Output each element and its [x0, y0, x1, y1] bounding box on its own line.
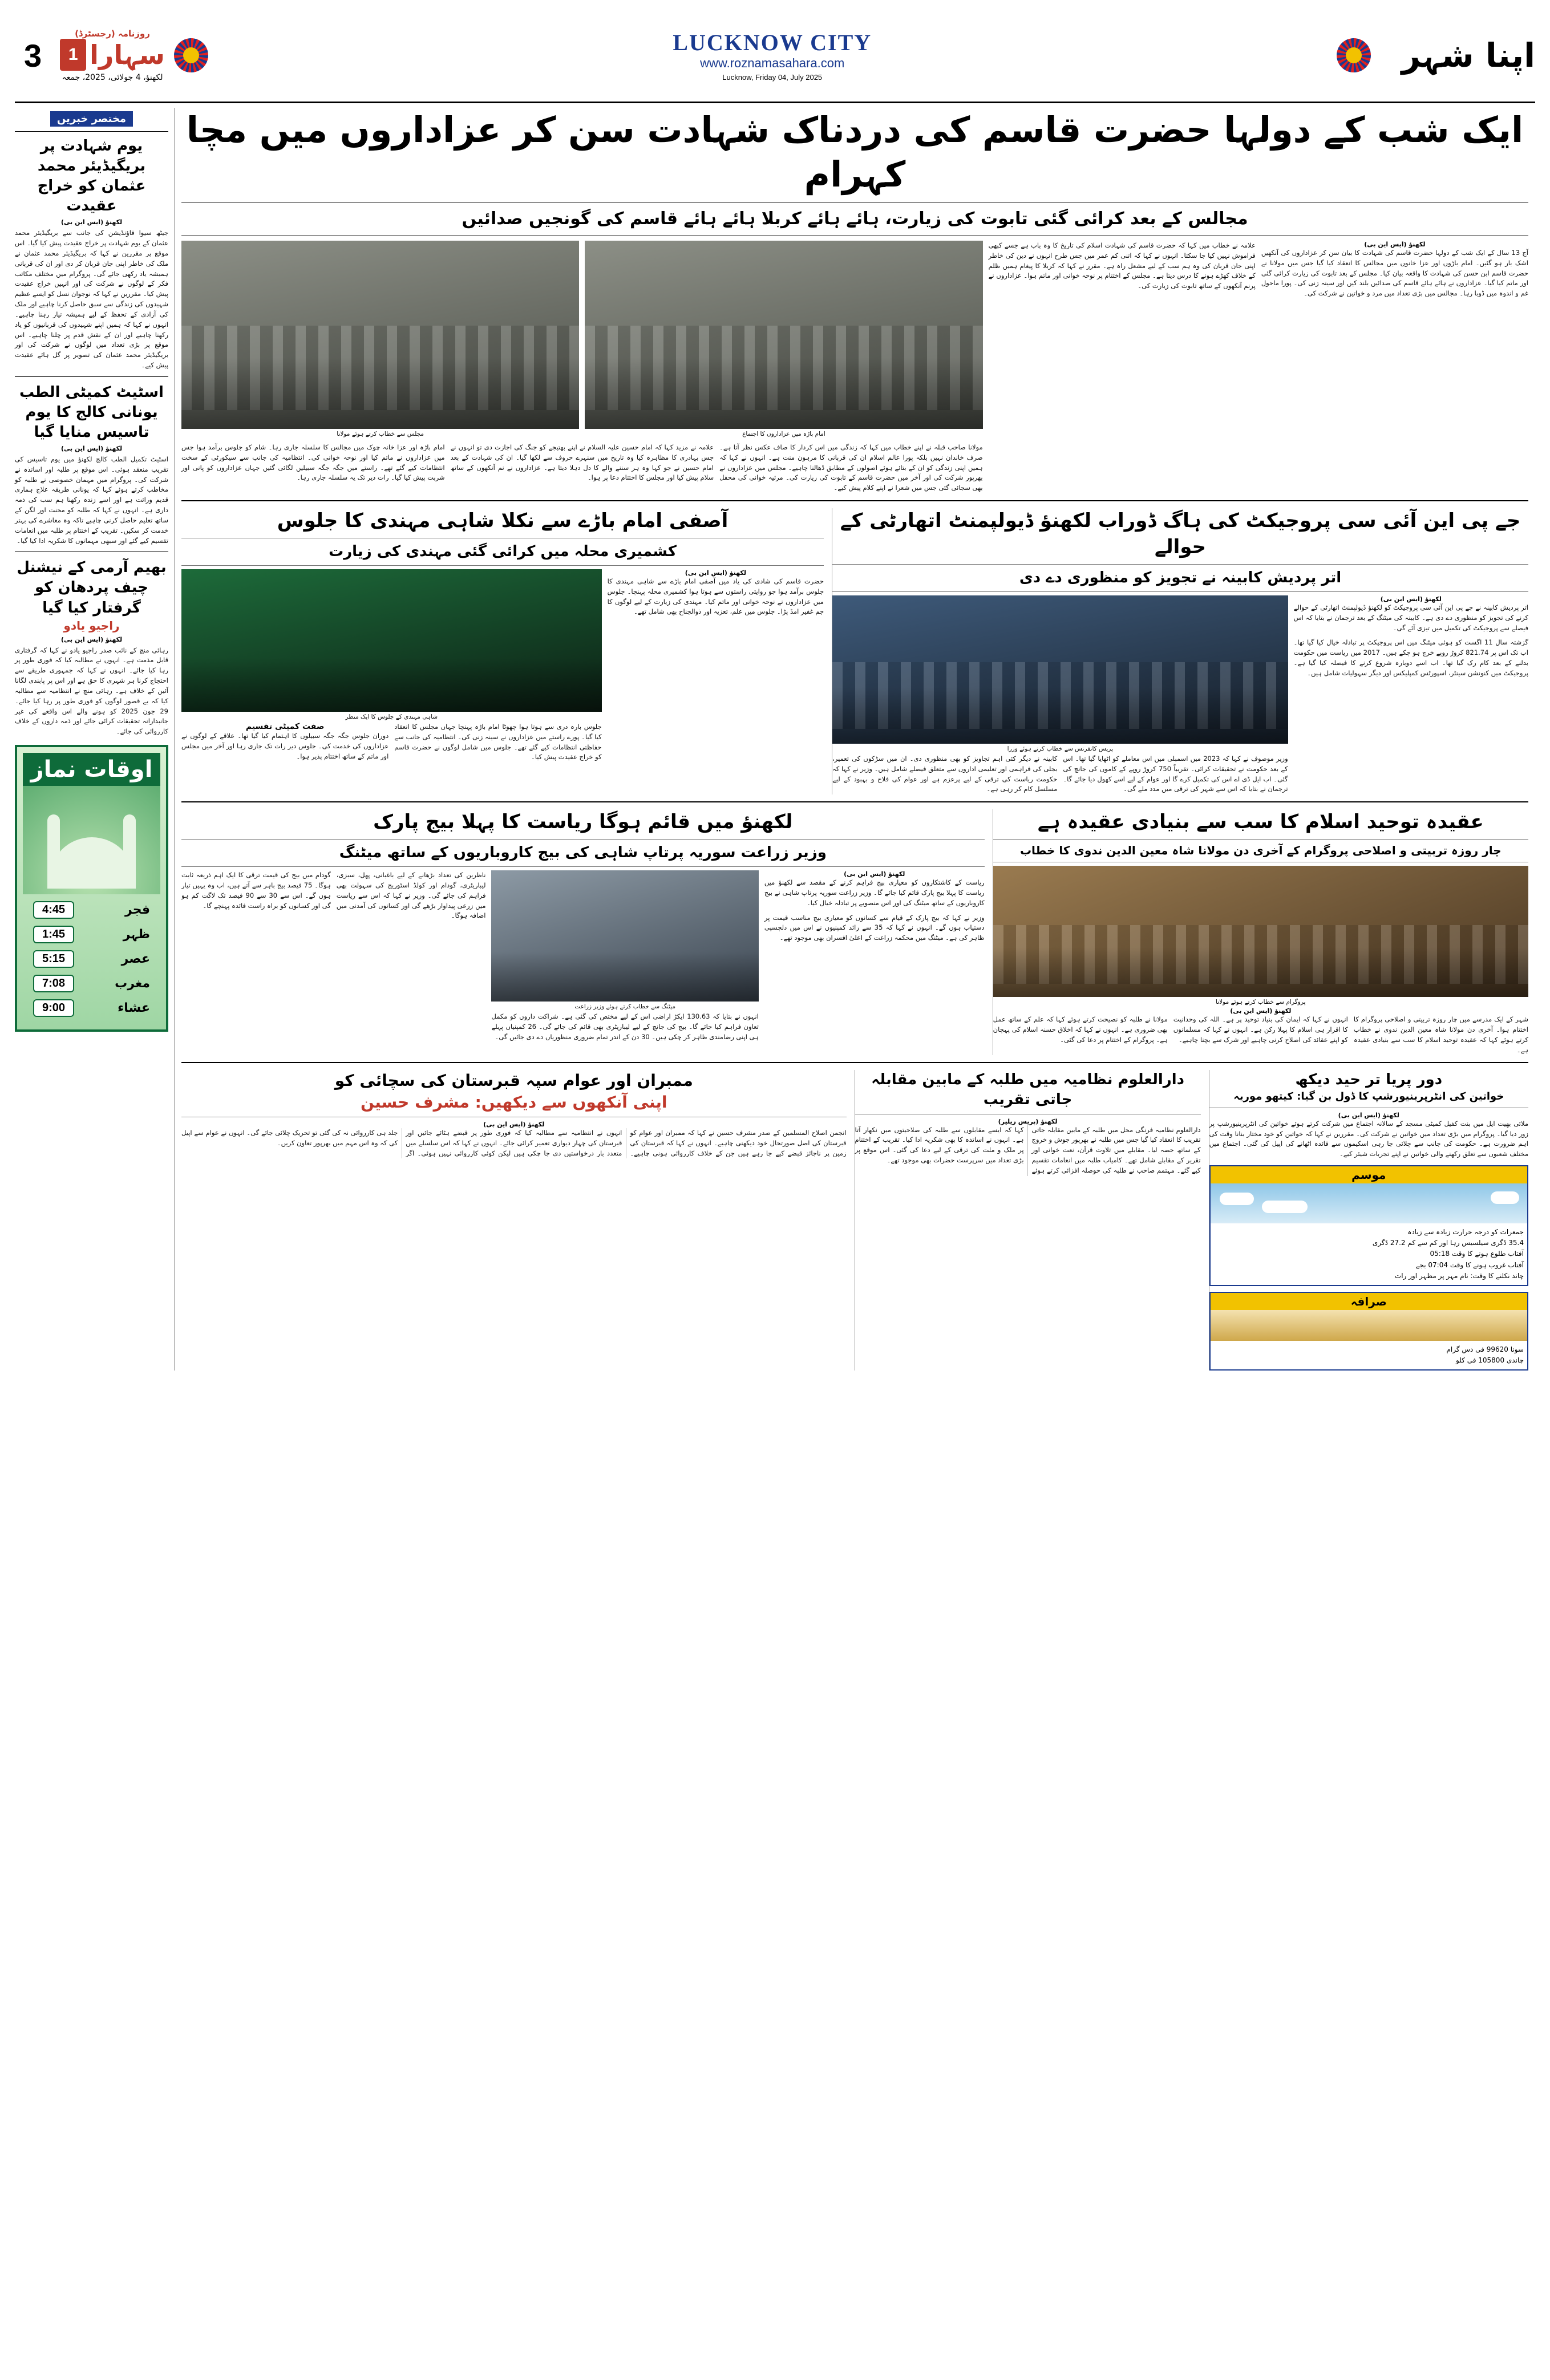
park-headline[interactable]: لکھنؤ میں قائم ہوگا ریاست کا پہلا بیج پارک: [373, 810, 793, 834]
mehndi-col-0: حضرت قاسم کی شادی کی یاد میں آصفی امام باڑے سے شاہی مہندی کا جلوس برآمد ہوا جو روایتی راستوں سے ہوتا ہوا کشمیری محلہ پہنچا۔ جلوس میں عزاداروں نے نوحہ خوانی اور ماتم کیا۔ مہندی کی زیارت کے لیے لوگوں کا جم غفیر امڈ پڑا۔ جلوس میں علم، تعزیہ اور ذوالجناح بھی شامل تھے۔: [607, 577, 824, 616]
prayer-times-box: [15, 745, 168, 1032]
jpnic-col-1: گزشتہ سال 11 اگست کو ہوئی میٹنگ میں اس پروجیکٹ پر تبادلہ خیال کیا گیا تھا۔ اب تک اس پر 821.74 کروڑ روپے خرچ ہو چکے ہیں۔ 2017 میں ریاست میں حکومت بدلنے کے بعد کام رک گیا تھا۔ اب اسے دوبارہ شروع کرنے کا فیصلہ کیا گیا ہے۔ پروجیکٹ میں کنونشن سینٹر، اسپورٹس کمپلیکس اور دیگر سہولیات شامل ہیں۔: [1293, 638, 1528, 677]
lead-story: [181, 108, 1528, 493]
mehndi-col-2: دوران جلوس جگہ جگہ سبیلوں کا اہتمام کیا گیا تھا۔ علاقے کے لوگوں نے عزاداروں کی خدمت کی۔ جلوس دیر رات تک جاری رہا اور آخر میں مجلس اور ماتم کے ساتھ اختتام پذیر ہوا۔: [181, 732, 389, 760]
rosette-ornament-right: [1337, 38, 1371, 72]
darululoom-headline[interactable]: دارالعلوم نظامیہ میں طلبہ کے مابین مقابلہ جاتی تقریب: [871, 1071, 1184, 1109]
story-darululoom: [855, 1070, 1201, 1371]
weather-box: [1209, 1165, 1528, 1286]
story-jpnic: [832, 508, 1528, 794]
aqeeda-subhead: چار روزہ تربیتی و اصلاحی پروگرام کے آخری دن مولانا شاہ معین الدین ندوی کا خطاب: [1019, 844, 1502, 858]
sidebar-item-2-text: رہائی منچ کے نائب صدر راجیو یادو نے کہا کہ گرفتاری قابل مذمت ہے۔ انہوں نے مطالبہ کیا کہ فوری طور پر رہا کیا جائے۔ انہوں نے کہا کہ جمہوری طریقے سے احتجاج کرنا ہر شہری کا حق ہے اور اس پر پابندی لگانا آئین کے خلاف ہے۔ رہائی منچ نے انتظامیہ سے مطالبہ کیا کہ بے قصور لوگوں کو فوری طور پر رہا کیا جائے۔ 29 جون 2025 کو ہونے والے اس واقعے کی غیر جانبدارانہ تحقیقات کرائی جائے اور ذمہ داروں کے خلاف کارروائی کی جائے۔: [15, 646, 168, 736]
mehndi-photo-caption: شاہی مہندی کے جلوس کا ایک منظر: [345, 713, 438, 721]
jpnic-headline[interactable]: جے پی این آئی سی پروجیکٹ کی ہاگ ڈوراب لکھنؤ ڈیولپمنٹ اتھارٹی کے حوالے: [840, 509, 1521, 558]
sidebar-brief-news: [15, 108, 175, 1371]
prayer-row: [33, 901, 150, 919]
prayer-row: [33, 926, 150, 943]
jpnic-byline: لکھنؤ (ایس این بی): [1380, 595, 1442, 603]
sidebar-item-0-byline: لکھنؤ (ایس این بی): [60, 218, 123, 226]
qabristan-byline: لکھنؤ (ایس این بی): [483, 1120, 545, 1128]
lead-col-3: علامہ نے مزید کہا کہ امام حسین علیہ السلام نے اپنے بھتیجے کو جنگ کی اجازت دی تو انہوں نے جس بہادری کا مظاہرہ کیا وہ تاریخ میں سنہرے حروف سے لکھا گیا۔ ان کی شہادت کے بعد امام حسین نے جو کہا وہ ہر سننے والے کا دل دہلا دیتا ہے۔ عزاداروں نے نم آنکھوں کے ساتھ سلام پیش کیا اور مجلس کا اختتام دعا پر ہوا۔: [450, 443, 714, 482]
sidebar-item-2-headline[interactable]: بھیم آرمی کے نیشنل چیف پردھان کو گرفتار کیا گیا: [17, 559, 167, 617]
row-two: [181, 508, 1528, 794]
park-col-1: وزیر نے کہا کہ بیج پارک کے قیام سے کسانوں کو معیاری بیج مناسب قیمت پر دستیاب ہوں گے۔ انہوں نے کہا کہ 35 سے زائد کمپنیوں نے اس میں دلچسپی ظاہر کی ہے۔ میٹنگ میں محکمہ زراعت کے اعلیٰ افسران بھی موجود تھے۔: [764, 913, 985, 942]
weather-title: موسم: [1211, 1166, 1527, 1183]
masthead-center: [208, 29, 1337, 82]
mehndi-photo: [181, 569, 602, 712]
aqeeda-photo: [993, 866, 1528, 997]
city-title: LUCKNOW CITY: [673, 30, 872, 55]
story-mehndi: [181, 508, 824, 794]
aqeeda-headline[interactable]: عقیدہ توحید اسلام کا سب سے بنیادی عقیدہ ہے: [1037, 810, 1484, 834]
park-col-3: ناظرین کی تعداد بڑھانے کے لیے باغبانی، پھل، سبزی، لیباریٹری، گودام اور کولڈ اسٹوریج کی سہولت بھی فراہم کی جائے گی۔ وزیر نے کہا کہ اس سے ریاست میں زرعی پیداوار بڑھے گی اور کسانوں کی آمدنی میں اضافہ ہوگا۔: [336, 871, 486, 920]
prayer-time-zuhr: 1:45: [33, 926, 74, 943]
mehndi-byline: لکھنؤ (ایس این بی): [685, 569, 746, 577]
mehndi-col-1: جلوس بارہ دری سے ہوتا ہوا چھوٹا امام باڑہ پہنچا جہاں مجلس کا انعقاد کیا گیا۔ پورے راستے میں عزاداروں نے سینہ زنی کی۔ انتظامیہ کی جانب سے حفاظتی انتظامات کیے گئے تھے۔ جلوس میں شامل لوگوں نے حضرت قاسم کو خراج عقیدت پیش کیا۔: [394, 723, 602, 761]
prayer-time-asr: 5:15: [33, 950, 74, 968]
lead-photo-left-caption: مجلس سے خطاب کرتے ہوئے مولانا: [337, 431, 424, 437]
jpnic-col-2: وزیر موصوف نے کہا کہ 2023 میں اسمبلی میں اس معاملے کو اٹھایا گیا تھا۔ اس کے بعد حکومت نے تحقیقات کرائی۔ تقریباً 750 کروڑ روپے کے کاموں کی جانچ کی گئی۔ اب ایل ڈی اے اس کی تکمیل کرے گا اور عوام کے لیے اسے کھول دیا جائے گا۔ ترجمان نے بتایا کہ اس سے شہر کی ترقی میں مدد ملے گی۔: [1063, 754, 1288, 793]
prayer-name-isha: عشاء: [118, 1000, 150, 1015]
sidebar-item-1-headline[interactable]: اسٹیٹ کمیٹی الطب یونانی کالج کا یوم تاسیس منایا گیا: [19, 383, 164, 441]
lead-headline[interactable]: ایک شب کے دولہا حضرت قاسم کی دردناک شہادت سن کر عزاداروں میں مچا کہرام: [186, 109, 1524, 195]
masthead: [15, 13, 1535, 103]
story-qabristan: [181, 1070, 847, 1371]
park-photo-caption: میٹنگ سے خطاب کرتے ہوئے وزیر زراعت: [574, 1003, 676, 1011]
lead-col-2: مولانا صاحب قبلہ نے اپنے خطاب میں کہا کہ زندگی میں اس کردار کا صاف عکس نظر آتا ہے۔ صرف خاندان نہیں بلکہ پورا عالم اسلام ان کی قربانی کا مرہون منت ہے۔ انہوں نے کہا کہ ہمیں اپنی زندگی کو ان کے بتائے ہوئے اصولوں کے مطابق ڈھالنا چاہیے۔ مجلس میں عزاداروں نے بھرپور شرکت کی اور آخر میں حضرت قاسم کے تابوت کی زیارت کی۔ مرثیہ خوانی کی محفل بھی سجائی گئی جس میں شعرا نے اپنے کلام پیش کیے۔: [719, 443, 983, 492]
sidebar-item-2-byline: لکھنؤ (ایس این بی): [60, 635, 123, 643]
weather-illustration: [1211, 1183, 1527, 1223]
weather-line-0: جمعرات کو درجہ حرارت زیادہ سے زیادہ: [1407, 1227, 1524, 1236]
mehndi-headline[interactable]: آصفی امام باڑے سے نکلا شاہی مہندی کا جلوس: [277, 509, 729, 533]
aqeeda-col-1: انہوں نے کہا کہ ایمان کی بنیاد توحید پر ہے۔ اللہ کی وحدانیت کا اقرار ہی اسلام کا پہلا رکن ہے۔ انہوں نے کہا کہ مسلمانوں کو اپنے عقائد کی اصلاح کرنی چاہیے اور شرک سے بچنا چاہیے۔: [1173, 1015, 1348, 1044]
lead-byline: لکھنؤ (ایس این بی): [1364, 241, 1426, 248]
park-col-4: گودام میں بیج کی قیمت ترقی کا ایک اہم ذریعہ ثابت ہوگا۔ 75 فیصد بیج باہر سے آتے ہیں، اب وہ یہیں تیار ہوں گے۔ اس سے 30 سے 90 فیصد تک لاگت کم ہو گی اور کسانوں کو براہ راست فائدہ پہنچے گا۔: [181, 871, 331, 910]
gold-line-1: چاندی 105800 فی کلو: [1456, 1356, 1524, 1365]
qabristan-headline[interactable]: ممبران اور عوام سپہ قبرستان کی سچائی کو: [334, 1071, 693, 1090]
park-photo: [491, 870, 758, 1002]
park-col-0: ریاست کے کاشتکاروں کو معیاری بیج فراہم کرنے کے مقصد سے لکھنؤ میں ریاست کا پہلا بیج پارک قائم کیا جائے گا۔ وزیر زراعت سوریہ پرتاپ شاہی نے بیج کاروباریوں کے ساتھ میٹنگ کی اور اس منصوبے پر تبادلہ خیال کیا۔: [764, 878, 985, 907]
sidebar-item-0-headline[interactable]: یوم شہادت پر بریگیڈیئر محمد عثمان کو خراج عقیدت: [37, 137, 146, 215]
mosque-illustration: [23, 786, 160, 894]
row-four: [181, 1070, 1528, 1371]
jpnic-photo: [832, 595, 1288, 744]
weather-line-4: چاند نکلنے کا وقت: نام مہر پر مظہر اور رات: [1394, 1271, 1524, 1280]
mehndi-subhead: کشمیری محلہ میں کرائی گئی مہندی کی زیارت: [329, 542, 677, 560]
lead-subhead: مجالس کے بعد کرائی گئی تابوت کی زیارت، ہائے ہائے کربلا ہائے ہائے قاسم کی گونجیں صدائیں: [462, 209, 1248, 229]
issue-date: Lucknow, Friday 04, July 2025: [722, 73, 823, 82]
masjid-headline[interactable]: دور پریا تر حید دیکھ: [1295, 1071, 1443, 1089]
qabristan-text: انجمن اصلاح المسلمین کے صدر مشرف حسین نے کہا کہ ممبران اور عوام کو قبرستان کی اصل صورتحال خود دیکھنی چاہیے۔ انہوں نے کہا کہ قبرستان کی زمین پر ناجائز قبضے کیے جا رہے ہیں جن کے خلاف کارروائی ہونی چاہیے۔ انہوں نے انتظامیہ سے مطالبہ کیا کہ فوری طور پر قبضے ہٹائے جائیں اور قبرستان کی چہار دیواری تعمیر کرائی جائے۔ انہوں نے کہا کہ اس سلسلے میں متعدد بار درخواستیں دی جا چکی ہیں لیکن کوئی کارروائی نہیں ہوئی۔ اگر جلد ہی کارروائی نہ کی گئی تو تحریک چلائی جائے گی۔ انہوں نے عوام سے اپیل کی کہ وہ اس مہم میں بھرپور تعاون کریں۔: [181, 1128, 847, 1157]
aqeeda-col-0: شہر کے ایک مدرسے میں چار روزہ تربیتی و اصلاحی پروگرام کا اختتام ہوا۔ آخری دن مولانا شاہ معین الدین ندوی نے خطاب کرتے ہوئے کہا کہ عقیدہ توحید اسلام کا سب سے بنیادی عقیدہ ہے۔: [1353, 1015, 1528, 1054]
prayer-row: [33, 999, 150, 1017]
masthead-left: [15, 29, 208, 82]
page-number: 3: [24, 37, 42, 74]
logo-name: سہارا: [90, 39, 165, 70]
masjid-subhead: خواتین کی انٹرپرینیورشپ کا ڈول بن گیا: کیتھو موریہ: [1233, 1090, 1504, 1103]
publication-logo: [60, 29, 165, 82]
prayer-row: [33, 975, 150, 992]
aqeeda-byline: لکھنؤ (ایس این بی): [1230, 1007, 1292, 1015]
story-seed-park: [181, 809, 985, 1055]
gold-illustration: [1211, 1310, 1527, 1341]
qabristan-headline-red: اپنی آنکھوں سے دیکھیں: مشرف حسین: [361, 1093, 667, 1112]
prayer-name-asr: عصر: [121, 951, 150, 966]
prayer-time-maghrib: 7:08: [33, 975, 74, 992]
lead-col-0: آج 13 سال کے ایک شب کے دولہا حضرت قاسم کی شہادت کا بیان سن کر عزاداروں کی آنکھیں اشک بار ہو گئیں۔ امام باڑوں اور عزا خانوں میں مجالس کا انعقاد کیا گیا جس میں مولانا نے حضرت قاسم ابن حسن کی شہادت کا واقعہ بیان کیا۔ مجلس کے بعد تابوت کی زیارت کرائی گئی اور ماتم کیا گیا۔ عزاداروں نے ہائے ہائے قاسم کی صدائیں بلند کیں اور سینہ زنی کی۔ پورا ماحول غم و اندوہ میں ڈوبا رہا۔ مجالس میں بڑی تعداد میں مرد و خواتین نے شرکت کی۔: [1261, 249, 1528, 298]
sidebar-tag: مختصر خبریں: [50, 111, 133, 127]
gold-rates-box: [1209, 1292, 1528, 1371]
page-body: [15, 108, 1535, 1371]
park-col-2: انہوں نے بتایا کہ 130.63 ایکڑ اراضی اس کے لیے مختص کی گئی ہے۔ شراکت داروں کو مکمل تعاون فراہم کیا جائے گا۔ بیج کی جانچ کے لیے لیباریٹری بھی قائم کی جائے گی۔ 26 کمپنیاں پہلے ہی اپنی رضامندی ظاہر کر چکی ہیں۔ 30 دن کے اندر تمام ضروری منظوریاں دے دی جائیں گی۔: [491, 1012, 759, 1041]
lead-photo-left: [181, 241, 579, 429]
sidebar-item-1-byline: لکھنؤ (ایس این بی): [60, 445, 123, 453]
darululoom-text: دارالعلوم نظامیہ فرنگی محل میں طلبہ کے مابین مقابلہ جاتی تقریب کا انعقاد کیا گیا جس میں طلبہ نے بھرپور جوش و خروج کے ساتھ حصہ لیا۔ مقابلے میں تلاوت قرآن، نعت خوانی اور تقریر کے مقابلے شامل تھے۔ کامیاب طلبہ میں انعامات تقسیم کیے گئے۔ مہتمم صاحب نے طلبہ کی حوصلہ افزائی کرتے ہوئے کہا کہ ایسے مقابلوں سے طلبہ کی صلاحیتوں میں نکھار آتا ہے۔ انہوں نے اساتذہ کا بھی شکریہ ادا کیا۔ تقریب کے اختتام پر ملک و ملت کی ترقی کے لیے دعا کی گئی۔ اس موقع پر بڑی تعداد میں سرپرست حضرات بھی موجود تھے۔: [855, 1125, 1201, 1174]
prayer-time-fajr: 4:45: [33, 901, 74, 919]
gold-line-0: سونا 99620 فی دس گرام: [1446, 1345, 1524, 1353]
main-content: [175, 108, 1535, 1371]
row-three: [181, 809, 1528, 1055]
lead-photo-right-caption: امام باڑہ میں عزاداروں کا اجتماع: [742, 431, 825, 437]
jpnic-col-3: کابینہ نے دیگر کئی اہم تجاویز کو بھی منظوری دی۔ ان میں سڑکوں کی تعمیر، بجلی کی فراہمی اور تعلیمی اداروں سے متعلق فیصلے شامل ہیں۔ وزیر نے کہا کہ حکومت ریاست کی ترقی کے لیے پرعزم ہے اور عوام کی فلاح و بہبود کے لیے مسلسل کام کر رہی ہے۔: [832, 754, 1058, 793]
prayer-times-title: اوقات نماز: [23, 753, 160, 786]
sidebar-item-2-subhead: راجیو یادو: [63, 618, 120, 632]
jpnic-subhead: اتر پردیش کابینہ نے تجویز کو منظوری دے دی: [1019, 569, 1342, 586]
aqeeda-photo-caption: پروگرام سے خطاب کرتے ہوئے مولانا: [1216, 999, 1306, 1006]
logo-badge: 1: [60, 39, 86, 71]
lead-col-1: علامہ نے خطاب میں کہا کہ حضرت قاسم کی شہادت اسلام کی تاریخ کا وہ باب ہے جسے کبھی فراموش نہیں کیا جا سکتا۔ انہوں نے کہا کہ اتنی کم عمر میں جس طرح انہوں نے دین کی خاطر اپنی جان قربان کی وہ ہم سب کے لیے مشعل راہ ہے۔ مقرر نے کہا کہ کربلا کا پیغام ہمیں ظلم کے خلاف کھڑے ہونے کا درس دیتا ہے۔ مجلس کے اختتام پر نوحہ خوانی اور ماتم ہوا۔ عزاداروں نے پرنم آنکھوں کے ساتھ تابوت کی زیارت کی۔: [988, 241, 1256, 290]
story-aqeeda: [993, 809, 1528, 1055]
gold-rates-title: صرافہ: [1211, 1293, 1527, 1310]
prayer-name-maghrib: مغرب: [115, 976, 150, 991]
prayer-time-isha: 9:00: [33, 999, 74, 1017]
weather-line-1: 35.4 ڈگری سیلسیس رہا اور کم سے کم 27.2 ڈگری: [1372, 1239, 1524, 1247]
lead-col-4: امام باڑہ اور عزا خانہ چوک میں مجالس کا سلسلہ جاری رہا۔ شام کو جلوس برآمد ہوا جس میں عزاداروں نے ماتم کیا اور نوحہ خوانی کی۔ انتظامیہ کی جانب سے سیکورٹی کے سخت انتظامات کیے گئے تھے۔ راستے میں جگہ جگہ سبیلیں لگائی گئیں جہاں عزاداروں کو پانی اور شربت پیش کیا گیا۔ رات دیر تک یہ سلسلہ جاری رہا۔: [181, 443, 445, 482]
sidebar-item-1-text: اسٹیٹ تکمیل الطب کالج لکھنؤ میں یوم تاسیس کی تقریب منعقد ہوئی۔ اس موقع پر طلبہ اور اساتذہ نے شرکت کی۔ پروگرام میں مہمان خصوصی نے طلبہ کو مخاطب کرتے ہوئے کہا کہ یونانی طریقہ علاج ہماری قدیم وراثت ہے اور اسے زندہ رکھنا ہم سب کی ذمہ داری ہے۔ انہوں نے کہا کہ طلبہ کو محنت اور لگن کے ساتھ تعلیم حاصل کرنی چاہیے تاکہ وہ معاشرے کی بہتر خدمت کر سکیں۔ تقریب کے اختتام پر طلبہ میں انعامات تقسیم کیے گئے اور سبھی مہمانوں کا شکریہ ادا کیا گیا۔: [15, 455, 168, 545]
mehndi-subsection-head: صفت کمیٹی تقسیم: [245, 722, 325, 732]
park-subhead: وزیر زراعت سوریہ پرتاپ شاہی کی بیج کاروباریوں کے ساتھ میٹنگ: [339, 844, 827, 862]
masjid-byline: لکھنؤ (ایس این بی): [1338, 1111, 1399, 1119]
aqeeda-col-2: مولانا نے طلبہ کو نصیحت کرتے ہوئے کہا کہ علم کے ساتھ عمل بھی ضروری ہے۔ انہوں نے کہا کہ اخلاق حسنہ اسلام کی پہچان ہے۔ پروگرام کے اختتام پر دعا کی گئی۔: [993, 1015, 1168, 1044]
lead-photo-right: [585, 241, 982, 429]
darululoom-byline: لکھنؤ (پریس ریلیز): [998, 1117, 1058, 1125]
jpnic-col-0: اتر پردیش کابینہ نے جے پی این آئی سی پروجیکٹ کو لکھنؤ ڈیولپمنٹ اتھارٹی کے حوالے کرنے کی تجویز کو منظوری دے دی ہے۔ کابینہ کی میٹنگ کے بعد ترجمان نے بتایا کہ اس فیصلے سے پروجیکٹ کی تکمیل میں تیزی آئے گی۔: [1293, 603, 1528, 632]
website-url[interactable]: www.roznamasahara.com: [700, 56, 845, 70]
logo-date: لکھنؤ، 4 جولائی، 2025، جمعہ: [62, 73, 163, 82]
weather-line-2: آفتاب طلوع ہونے کا وقت 05:18: [1430, 1250, 1524, 1258]
prayer-row: [33, 950, 150, 968]
prayer-name-zuhr: ظہر: [123, 927, 150, 942]
masjid-text: ملائی بھیت ایل میں بنت کفیل کمیٹی مسجد کے سالانہ اجتماع میں شرکت کرتے ہوئے خواتین کی انٹرپرینیورشپ پر زور دیا گیا۔ پروگرام میں بڑی تعداد میں خواتین نے شرکت کی۔ مقررین نے کہا کہ خواتین کو خود مختار بنانا وقت کی اہم ضرورت ہے۔ حکومت کی جانب سے چلائی جا رہی اسکیموں سے فائدہ اٹھانے کی اپیل کی گئی۔ اجتماع میں مختلف شعبوں سے تعلق رکھنے والی خواتین نے اپنے تجربات شیئر کیے۔: [1209, 1119, 1528, 1158]
jpnic-photo-caption: پریس کانفرنس سے خطاب کرتے ہوئے وزرا: [1007, 745, 1114, 752]
sidebar-item-0-text: جیٹھ سیوا فاؤنڈیشن کی جانب سے بریگیڈیئر محمد عثمان کے یوم شہادت پر خراج عقیدت پیش کیا گیا۔ اس موقع پر مقررین نے کہا کہ بریگیڈیئر محمد عثمان نے ملک کی خاطر اپنی جان قربان کر دی اور ان کی قربانی ہمیشہ یاد رکھی جائے گی۔ پروگرام میں مختلف مکاتب فکر کے لوگوں نے شرکت کی اور انہیں خراج عقیدت پیش کیا۔ مقررین نے کہا کہ نوجوان نسل کو ایسے عظیم شہیدوں کی زندگی سے سبق حاصل کرنا چاہیے اور ملک کی آزادی کے تحفظ کے لیے ہمیشہ تیار رہنا چاہیے۔ انہوں نے کہا کہ ہمیں اپنے شہیدوں کی قربانیوں کو یاد رکھنا چاہیے اور ان کے نقش قدم پر چلنا چاہیے۔ اس موقع پر بڑی تعداد میں لوگوں نے شرکت کی اور بریگیڈیئر محمد عثمان کی تصویر پر گل ہائے عقیدت پیش کیے۔: [14, 229, 168, 369]
right-rail: [1209, 1070, 1528, 1371]
rosette-ornament-left: [174, 38, 208, 72]
prayer-name-fajr: فجر: [125, 902, 150, 917]
section-title: اپنا شہر: [1401, 36, 1535, 75]
weather-line-3: آفتاب غروب ہونے کا وقت 07:04 بجے: [1415, 1260, 1524, 1269]
logo-tagline: روزنامہ (رجسٹرڈ): [75, 29, 150, 39]
park-byline: لکھنؤ (ایس این بی): [844, 870, 905, 878]
